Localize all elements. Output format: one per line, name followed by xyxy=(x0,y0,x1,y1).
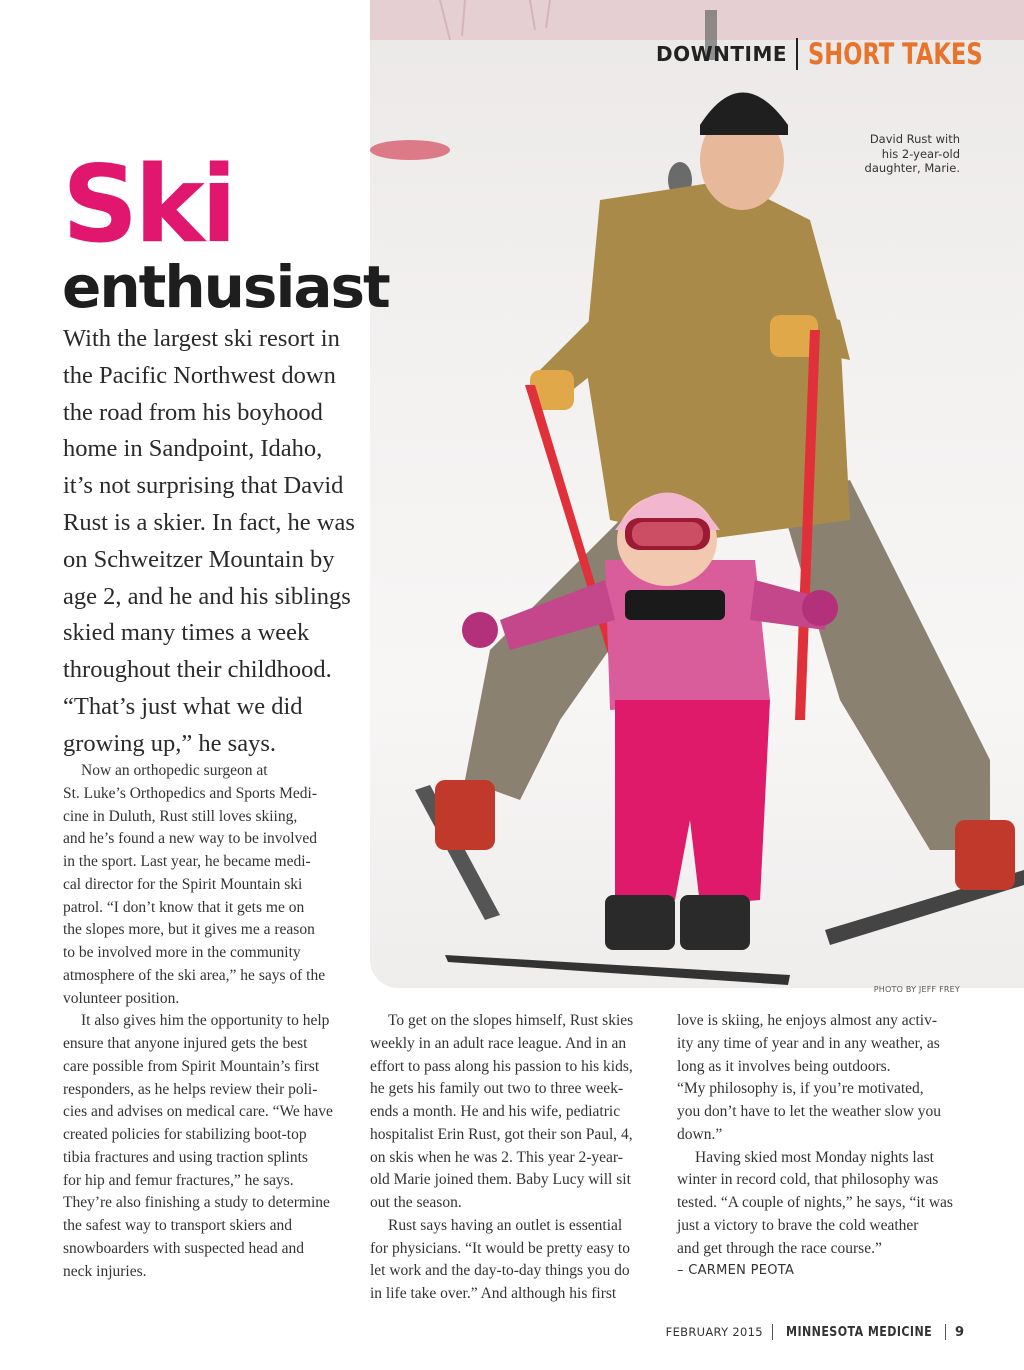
body-line: St. Luke’s Orthopedics and Sports Medi- xyxy=(63,784,318,802)
issue-date: FEBRUARY 2015 xyxy=(665,1325,763,1339)
body-line: Having skied most Monday nights last xyxy=(695,1148,934,1166)
body-line: in life take over.” And although his first xyxy=(370,1285,617,1302)
footer-divider xyxy=(772,1324,773,1340)
body-line: It also gives him the opportunity to help xyxy=(81,1012,330,1030)
body-line: ensure that anyone injured gets the best xyxy=(63,1035,308,1052)
body-line: To get on the slopes himself, Rust skies xyxy=(388,1012,634,1029)
body-line: the safest way to transport skiers and xyxy=(63,1217,292,1234)
body-line: neck injuries. xyxy=(63,1262,147,1280)
lede-line: the Pacific Northwest down xyxy=(63,361,336,389)
body-line: Rust says having an outlet is essential xyxy=(388,1216,623,1234)
body-column-2 xyxy=(370,1010,660,1306)
body-line: weekly in an adult race league. And in an xyxy=(370,1034,627,1052)
body-line: love is skiing, he enjoys almost any activ- xyxy=(677,1012,938,1029)
body-line: cine in Duluth, Rust still loves skiing, xyxy=(63,807,298,825)
body-line: in the sport. Last year, he became medi- xyxy=(63,853,311,870)
body-line: old Marie joined them. Baby Lucy will sit xyxy=(370,1171,631,1189)
body-line: They’re also finishing a study to determine xyxy=(63,1194,330,1212)
lede-line: on Schweitzer Mountain by xyxy=(63,545,335,573)
body-line: long as it involves being outdoors. xyxy=(677,1057,891,1075)
body-line: responders, as he helps review their poli- xyxy=(63,1080,318,1098)
body-line: care possible from Spirit Mountain’s first xyxy=(63,1057,320,1075)
headline-ski: Ski xyxy=(62,143,234,266)
lede-line: “That’s just what we did xyxy=(63,692,303,720)
body-line: Now an orthopedic surgeon at xyxy=(81,762,268,779)
page-number: 9 xyxy=(954,1324,964,1340)
section-category: DOWNTIME xyxy=(656,42,788,66)
body-line: volunteer position. xyxy=(63,989,180,1007)
body-line: just a victory to brave the cold weather xyxy=(677,1216,919,1234)
body-line: cies and advises on medical care. “We have xyxy=(63,1103,333,1121)
body-line: tibia fractures and using traction splints xyxy=(63,1148,308,1166)
lede-line: growing up,” he says. xyxy=(63,729,276,757)
body-line: cal director for the Spirit Mountain ski xyxy=(63,875,303,893)
section-header xyxy=(656,36,1024,72)
lede-line: home in Sandpoint, Idaho, xyxy=(63,435,323,463)
lede-line: age 2, and he and his siblings xyxy=(63,582,351,610)
body-line: effort to pass along his passion to his kids, xyxy=(370,1057,633,1075)
caption-line: daughter, Marie. xyxy=(864,161,960,175)
lede-line: skied many times a week xyxy=(63,619,310,647)
body-line: the slopes more, but it gives me a reason xyxy=(63,921,315,939)
body-line: and he’s found a new way to be involved xyxy=(63,830,317,848)
body-line: let work and the day-to-day things you do xyxy=(370,1262,630,1280)
body-column-3 xyxy=(677,1010,967,1283)
body-column-1 xyxy=(63,760,353,1283)
body-line: he gets his family out two to three week- xyxy=(370,1080,624,1098)
body-line: hospitalist Erin Rust, got their son Paul, 4, xyxy=(370,1125,633,1143)
body-line: winter in record cold, that philosophy was xyxy=(677,1171,939,1189)
body-line: atmosphere of the ski area,” he says of the xyxy=(63,966,326,984)
lede-line: the road from his boyhood xyxy=(63,398,323,426)
caption-line: David Rust with xyxy=(869,132,960,146)
body-line: snowboarders with suspected head and xyxy=(63,1239,305,1257)
lede-line: Rust is a skier. In fact, he was xyxy=(63,508,355,536)
body-line: for physicians. “It would be pretty easy to xyxy=(370,1239,630,1257)
body-line: you don’t have to let the weather slow you xyxy=(677,1103,942,1120)
caption-line: his 2-year-old xyxy=(881,146,960,161)
lede-line: With the largest ski resort in xyxy=(63,325,340,352)
photo-credit: PHOTO BY JEFF FREY xyxy=(873,985,960,994)
body-line: down.” xyxy=(677,1125,723,1143)
lede-paragraph xyxy=(63,321,363,763)
body-line: created policies for stabilizing boot-top xyxy=(63,1126,307,1143)
body-line: for hip and femur fractures,” he says. xyxy=(63,1171,294,1189)
body-line: and get through the race course.” xyxy=(677,1239,882,1257)
body-line: to be involved more in the community xyxy=(63,944,301,961)
body-line: patrol. “I don’t know that it gets me on xyxy=(63,898,305,916)
author-signature: – CARMEN PEOTA xyxy=(677,1263,795,1279)
body-line: tested. “A couple of nights,” he says, “it was xyxy=(677,1194,953,1211)
section-title: SHORT TAKES xyxy=(808,37,983,71)
lede-line: throughout their childhood. xyxy=(63,656,332,684)
body-line: ends a month. He and his wife, pediatric xyxy=(370,1103,621,1120)
body-line: ity any time of year and in any weather, as xyxy=(677,1034,940,1052)
lede-line: it’s not surprising that David xyxy=(63,472,344,500)
publication-name: MINNESOTA MEDICINE xyxy=(785,1324,932,1340)
photo-caption xyxy=(840,132,960,176)
headline-enthusiast: enthusiast xyxy=(62,253,389,321)
footer-divider xyxy=(945,1324,946,1340)
body-line: on skis when he was 2. This year 2-year- xyxy=(370,1148,623,1166)
body-line: out the season. xyxy=(370,1194,462,1211)
section-divider xyxy=(796,38,798,70)
page-footer xyxy=(666,1324,964,1340)
body-line: “My philosophy is, if you’re motivated, xyxy=(677,1080,924,1098)
